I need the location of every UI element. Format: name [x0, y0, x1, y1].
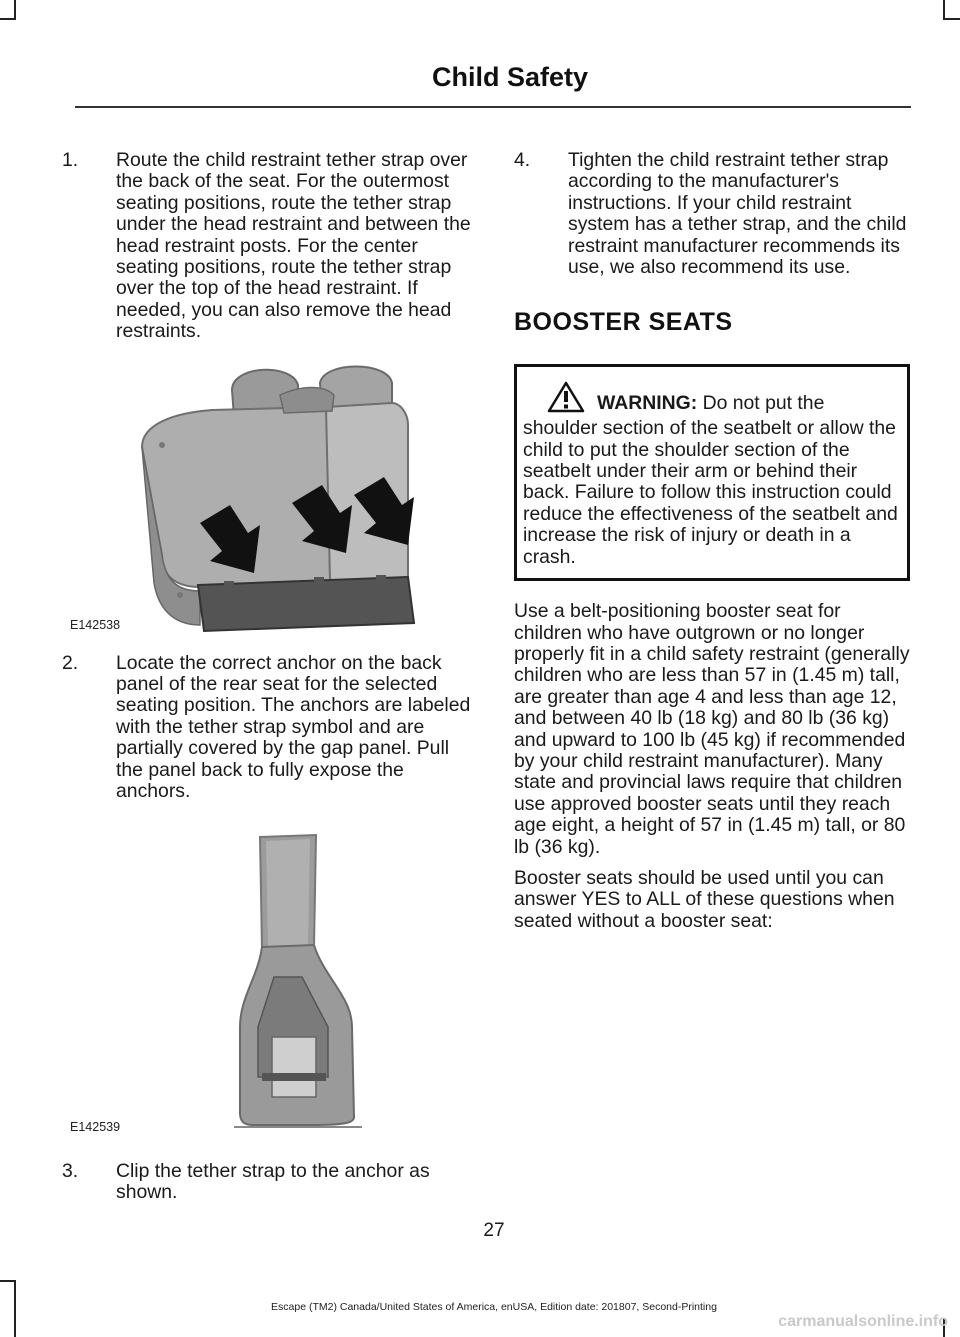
step-4	[514, 150, 910, 278]
step-text: Locate the correct anchor on the back panel of the rear seat for the selected seating position. The anchors are labeled with the tether strap symbol and are partially covered by the gap panel. Pull the panel back to fully expose the anchors.	[116, 651, 471, 803]
step-text: Tighten the child restraint tether strap according to the manufacturer's instructions. If your child restraint system has a tether strap, and the child restraint manufacturer recommends its use, we also recommend its use.	[568, 149, 907, 279]
warning-paragraph	[523, 381, 899, 568]
figure-code: E142539	[70, 1120, 121, 1135]
step-text: Route the child restraint tether strap over the back of the seat. For the outermost seating positions, route the tether strap under the head restraint and between the head restraint posts. For the center seating positions, route the tether strap over the top of the head restraint. If needed, you can also remove the head restraints.	[116, 149, 471, 343]
step-3	[62, 1161, 480, 1204]
warning-text: Do not put the shoulder section of the seatbelt or allow the child to put the shoulder section of the seatbelt under their arm or behind their back. Failure to follow this instruction could reduce the effectiveness of the seatbelt and increase the risk of injury or death in a crash.	[523, 391, 898, 568]
watermark: carmanualsonline.info	[778, 1313, 948, 1330]
figure-rear-seat	[62, 355, 480, 637]
warning-label: WARNING:	[597, 391, 698, 414]
right-column	[514, 150, 910, 932]
figure-code: E142538	[70, 618, 121, 633]
page-number: 27	[483, 1220, 505, 1241]
left-column	[62, 150, 480, 1203]
rear-seat-anchor-arrows-illustration	[62, 355, 480, 637]
section-heading: BOOSTER SEATS	[514, 308, 733, 337]
booster-paragraph-1: Use a belt-positioning booster seat for children who have outgrown or no longer properly fit in a child safety restraint (generally children who are less than 57 in (1.45 m) tall, are greater than age 4 and less than age 12, and between 40 lb (18 kg) and 80 lb (36 kg) and upward to 100 lb (45 kg) if recommended by your child restraint manufacturer). Many state and provincial laws require that children use approved booster seats until they reach age eight, a height of 57 in (1.45 m) tall, or 80 lb (36 kg).	[514, 600, 910, 858]
figure-tether-clip	[62, 827, 480, 1139]
crop-mark	[943, 0, 945, 20]
step-1	[62, 150, 480, 343]
step-number: 4.	[514, 149, 531, 171]
crop-mark	[0, 1280, 16, 1282]
step-number: 2.	[62, 651, 79, 674]
step-number: 1.	[62, 149, 79, 171]
header-divider	[75, 106, 911, 108]
warning-triangle-icon	[547, 381, 585, 418]
step-2	[62, 653, 480, 803]
booster-paragraph-2: Booster seats should be used until you can answer YES to ALL of these questions when seated without a booster seat:	[514, 866, 895, 932]
step-number: 3.	[62, 1159, 79, 1182]
tether-strap-clip-illustration	[62, 827, 480, 1139]
page-title: Child Safety	[431, 62, 588, 92]
warning-box	[514, 364, 910, 581]
step-text: Clip the tether strap to the anchor as shown.	[116, 1159, 430, 1203]
crop-mark	[0, 18, 16, 20]
edition-line: Escape (TM2) Canada/United States of America, enUSA, Edition date: 201807, Second-Printing	[271, 1301, 717, 1313]
crop-mark	[943, 18, 960, 20]
crop-mark	[14, 0, 16, 20]
